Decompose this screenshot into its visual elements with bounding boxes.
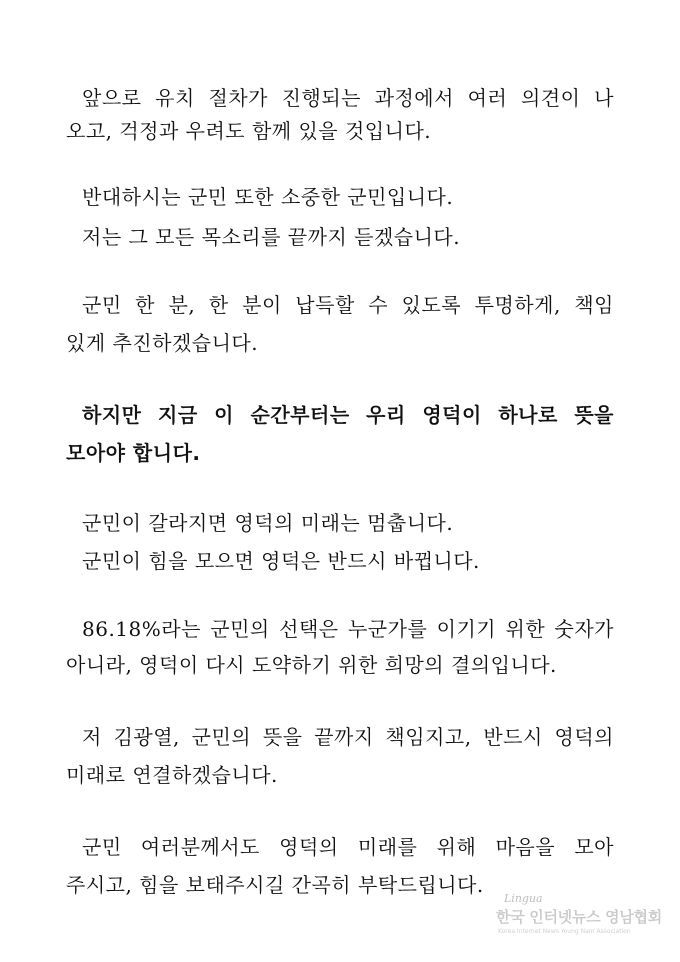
paragraph-4-line-1: 하지만 지금 이 순간부터는 우리 영덕이 하나로 뜻을 [82, 403, 614, 427]
paragraph-7-line-2: 미래로 연결하겠습니다. [66, 763, 278, 787]
paragraph-4-line-2: 모아야 합니다. [66, 441, 201, 465]
paragraph-3-line-2: 있게 추진하겠습니다. [66, 331, 259, 355]
watermark-subtitle: Korea Internet News Young Nam Association [498, 928, 631, 935]
watermark-logo [496, 892, 666, 948]
paragraph-1-line-1: 앞으로 유치 절차가 진행되는 과정에서 여러 의견이 나 [82, 86, 614, 110]
paragraph-2-line-1: 반대하시는 군민 또한 소중한 군민입니다. [82, 185, 454, 209]
paragraph-3-line-1: 군민 한 분, 한 분이 납득할 수 있도록 투명하게, 책임 [82, 293, 614, 317]
paragraph-7-line-1: 저 김광열, 군민의 뜻을 끝까지 책임지고, 반드시 영덕의 [82, 725, 614, 749]
paragraph-2-line-2: 저는 그 모든 목소리를 끝까지 듣겠습니다. [82, 225, 461, 249]
paragraph-6-line-1: 86.18%라는 군민의 선택은 누군가를 이기기 위한 숫자가 [82, 617, 614, 641]
paragraph-1-line-2: 오고, 걱정과 우려도 함께 있을 것입니다. [66, 119, 432, 143]
paragraph-8-line-1: 군민 여러분께서도 영덕의 미래를 위해 마음을 모아 [82, 835, 614, 859]
watermark-title: 한국 인터넷뉴스 영남협회 [496, 908, 662, 926]
watermark-script: Lingua [504, 892, 543, 905]
paragraph-8-line-2: 주시고, 힘을 보태주시길 간곡히 부탁드립니다. [66, 873, 484, 897]
paragraph-5-line-2: 군민이 힘을 모으면 영덕은 반드시 바뀝니다. [82, 549, 480, 573]
paragraph-6-line-2: 아니라, 영덕이 다시 도약하기 위한 희망의 결의입니다. [66, 653, 557, 677]
paragraph-5-line-1: 군민이 갈라지면 영덕의 미래는 멈춥니다. [82, 511, 454, 535]
